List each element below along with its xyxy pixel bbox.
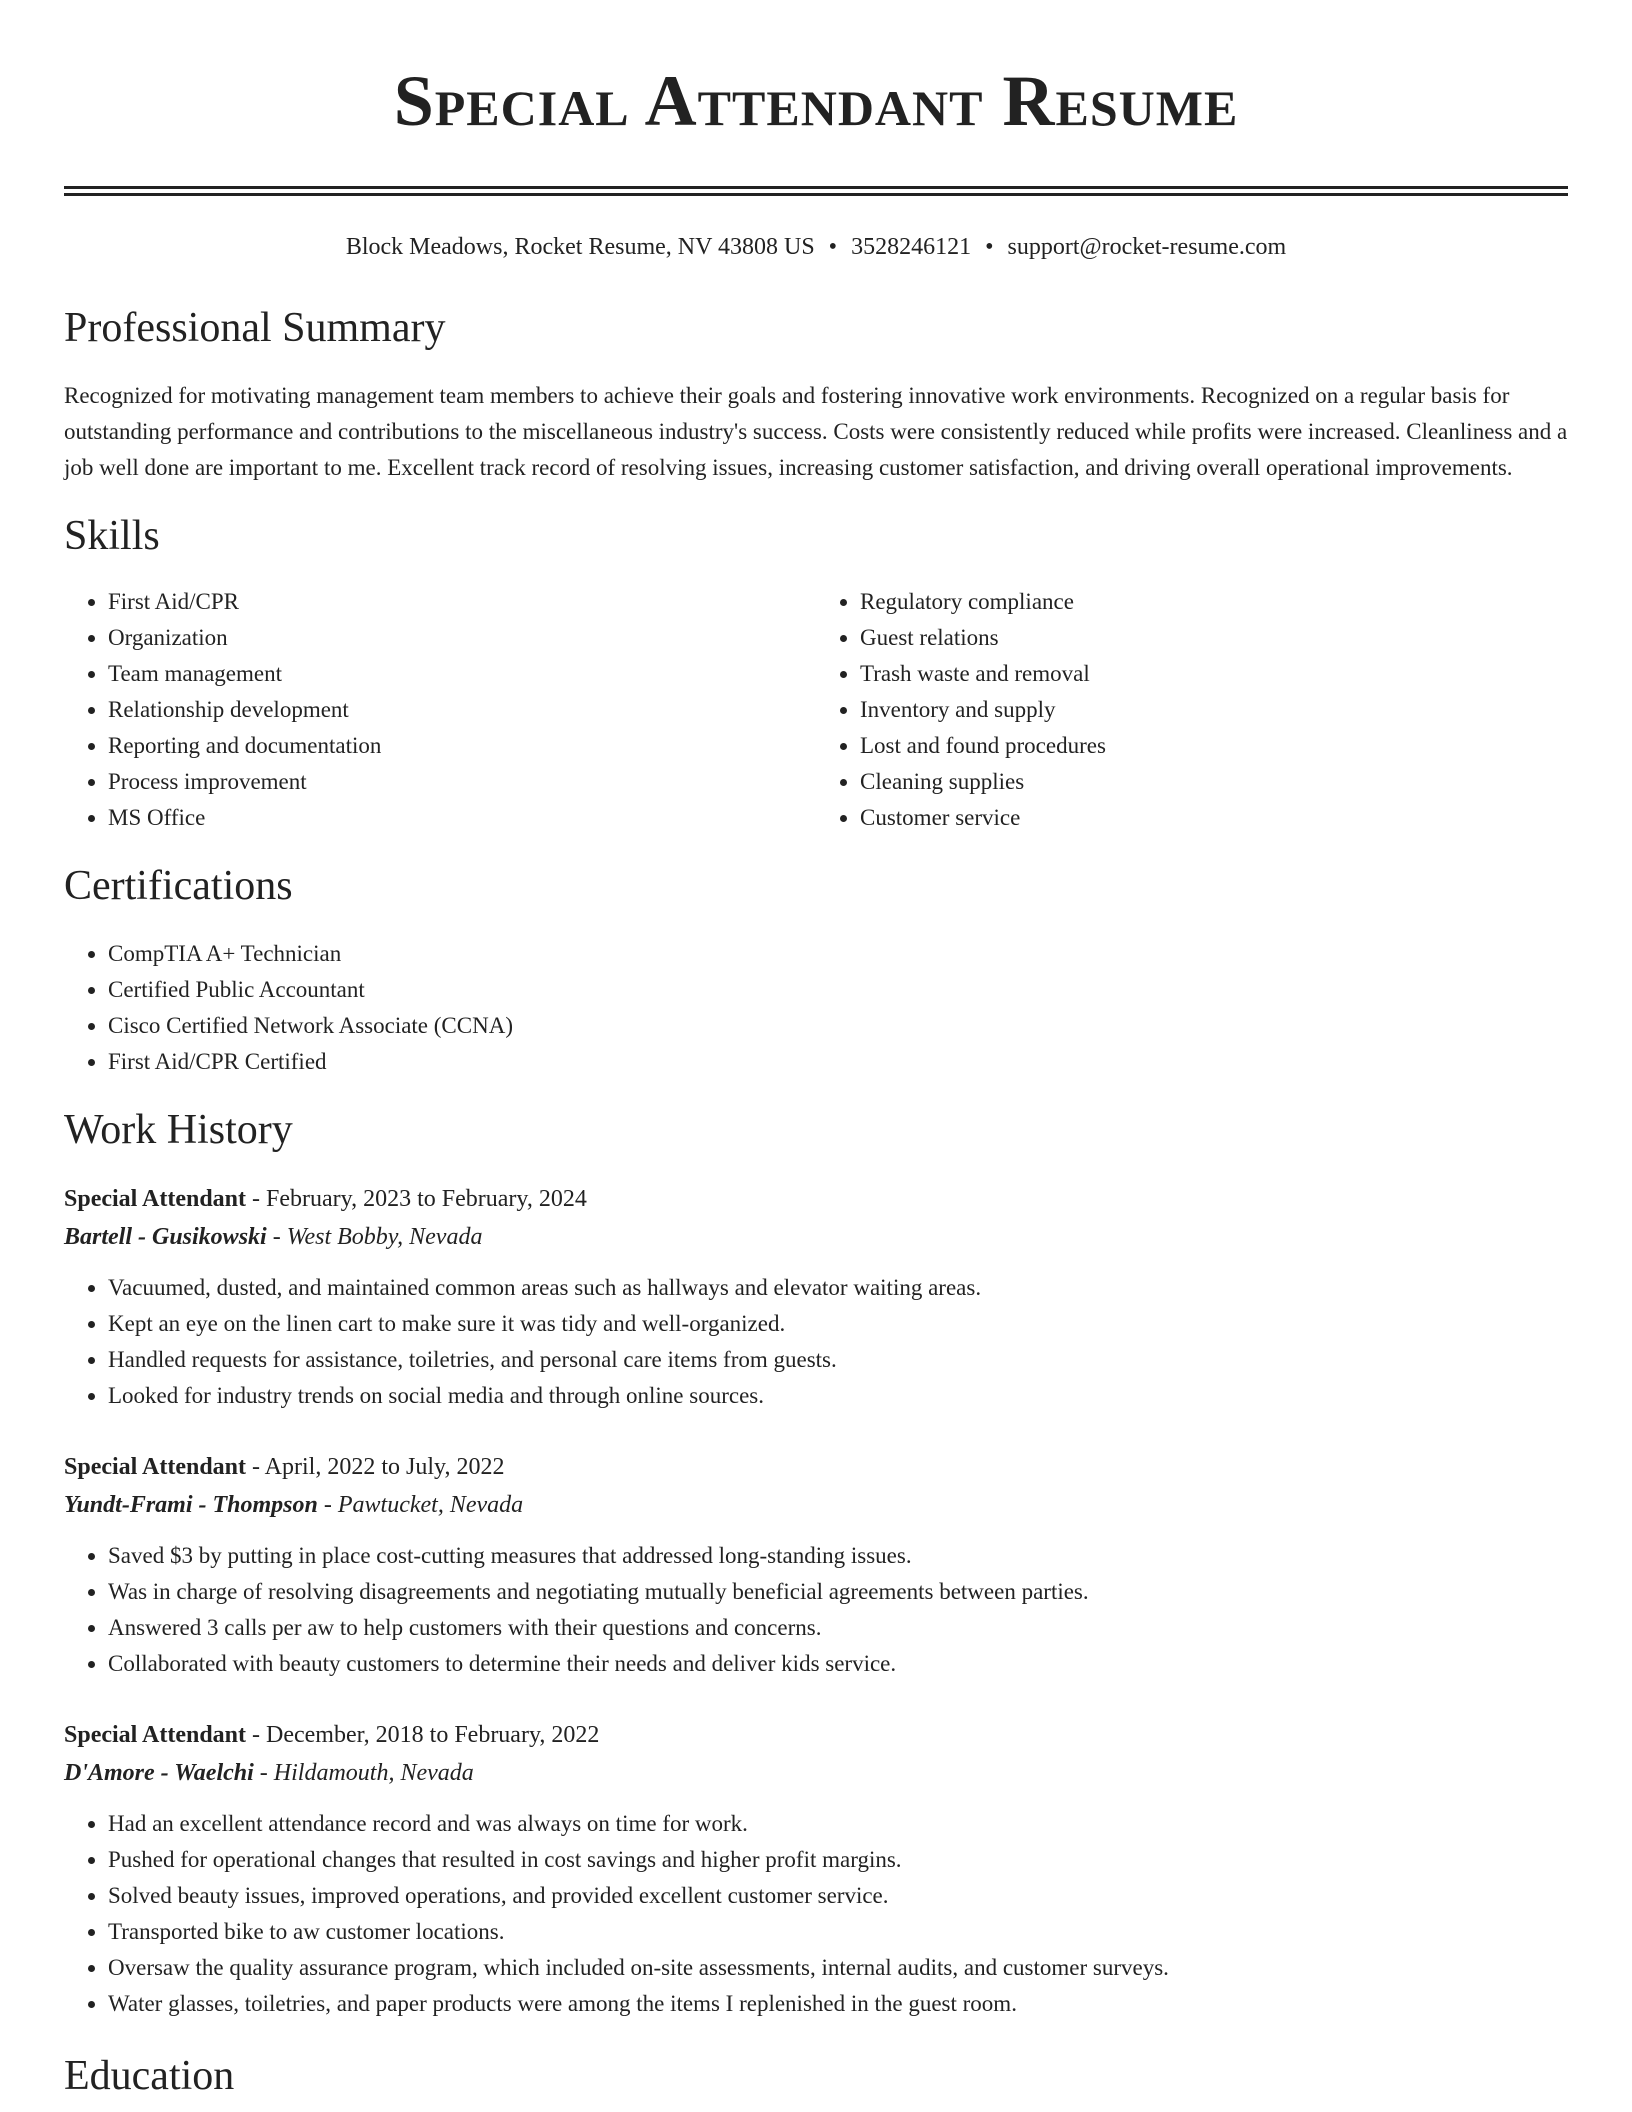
- resume-title: Special Attendant Resume: [393, 61, 1239, 141]
- skill-item: • Process improvement: [108, 764, 816, 800]
- job-entry: [64, 1716, 1568, 2022]
- job-entry: [64, 1448, 1568, 1682]
- skill-item: • Relationship development: [108, 692, 816, 728]
- skill-item: • Inventory and supply: [860, 692, 1568, 728]
- contact-email: support@rocket-resume.com: [1007, 234, 1287, 260]
- skill-item: • Reporting and documentation: [108, 728, 816, 764]
- certification-item: • Cisco Certified Network Associate (CCNA): [108, 1008, 1568, 1044]
- skill-item: • Trash waste and removal: [860, 656, 1568, 692]
- certification-item: • First Aid/CPR Certified: [108, 1044, 1568, 1080]
- job-title-line: [64, 1180, 1568, 1218]
- job-dates: - February, 2023 to February, 2024: [246, 1186, 587, 1212]
- contact-line: [64, 232, 1568, 262]
- job-bullet: • Collaborated with beauty customers to determine their needs and deliver kids service.: [108, 1646, 1568, 1682]
- employer-line: [64, 1754, 1568, 1792]
- summary-heading: Professional Summary: [64, 305, 446, 351]
- job-title-line: [64, 1716, 1568, 1754]
- employer-location: - West Bobby, Nevada: [266, 1224, 483, 1250]
- summary-text: Recognized for motivating management team members to achieve their goals and fostering innovative work environments. Recognized on a regular basis for outstanding performance and contributions to the miscellaneous industry's success. Costs were consistently reduced while profits were increased. Cleanliness and a job well done are important to me. Excellent track record of resolving issues, increasing customer satisfaction, and driving overall operational improvements.: [64, 383, 1568, 480]
- job-bullet: • Was in charge of resolving disagreements and negotiating mutually beneficial agreements between parties.: [108, 1574, 1568, 1610]
- education-heading: Education: [64, 2053, 235, 2099]
- certification-item: • Certified Public Accountant: [108, 972, 1568, 1008]
- job-bullet: • Kept an eye on the linen cart to make sure it was tidy and well-organized.: [108, 1306, 1568, 1342]
- skill-item: • Lost and found procedures: [860, 728, 1568, 764]
- employer-name: Bartell - Gusikowski: [64, 1224, 267, 1250]
- job-dates: - December, 2018 to February, 2022: [246, 1722, 600, 1748]
- skill-item: • Regulatory compliance: [860, 584, 1568, 620]
- job-bullet: • Pushed for operational changes that resulted in cost savings and higher profit margins.: [108, 1842, 1568, 1878]
- skill-item: • First Aid/CPR: [108, 584, 816, 620]
- job-bullets: [64, 1538, 1568, 1682]
- contact-phone: 3528246121: [851, 234, 972, 260]
- job-bullet: • Transported bike to aw customer locations.: [108, 1914, 1568, 1950]
- work-history-heading: Work History: [64, 1107, 293, 1153]
- job-bullet: • Water glasses, toiletries, and paper products were among the items I replenished in the guest room.: [108, 1986, 1568, 2022]
- certifications-list: [64, 936, 1568, 1080]
- contact-separator: •: [985, 234, 994, 260]
- job-dates: - April, 2022 to July, 2022: [246, 1454, 505, 1480]
- job-bullet: • Vacuumed, dusted, and maintained common areas such as hallways and elevator waiting areas.: [108, 1270, 1568, 1306]
- skill-item: • Team management: [108, 656, 816, 692]
- job-title: Special Attendant: [64, 1454, 247, 1480]
- employer-name: D'Amore - Waelchi: [64, 1760, 254, 1786]
- skill-item: • Organization: [108, 620, 816, 656]
- skills-list-left: [64, 584, 816, 836]
- contact-separator: •: [828, 234, 838, 260]
- job-entry: [64, 1180, 1568, 1414]
- skill-item: • MS Office: [108, 800, 816, 836]
- employer-location: - Hildamouth, Nevada: [253, 1760, 474, 1786]
- skills-heading: Skills: [64, 513, 160, 559]
- certifications-heading: Certifications: [64, 863, 293, 909]
- employer-location: - Pawtucket, Nevada: [317, 1492, 524, 1518]
- contact-address: Block Meadows, Rocket Resume, NV 43808 US: [345, 234, 815, 260]
- job-bullet: • Solved beauty issues, improved operations, and provided excellent customer service.: [108, 1878, 1568, 1914]
- skill-item: • Cleaning supplies: [860, 764, 1568, 800]
- employer-name: Yundt-Frami - Thompson: [64, 1492, 318, 1518]
- job-bullet: • Saved $3 by putting in place cost-cutting measures that addressed long-standing issues.: [108, 1538, 1568, 1574]
- job-bullet: • Oversaw the quality assurance program, which included on-site assessments, internal audits, and customer surveys.: [108, 1950, 1568, 1986]
- job-bullets: [64, 1270, 1568, 1414]
- job-bullet: • Looked for industry trends on social media and through online sources.: [108, 1378, 1568, 1414]
- certification-item: • CompTIA A+ Technician: [108, 936, 1568, 972]
- job-bullet: • Answered 3 calls per aw to help customers with their questions and concerns.: [108, 1610, 1568, 1646]
- skill-item: • Guest relations: [860, 620, 1568, 656]
- job-bullet: • Had an excellent attendance record and was always on time for work.: [108, 1806, 1568, 1842]
- skills-list-right: [816, 584, 1568, 836]
- job-bullets: [64, 1806, 1568, 2022]
- employer-line: [64, 1486, 1568, 1524]
- skill-item: • Customer service: [860, 800, 1568, 836]
- job-bullet: • Handled requests for assistance, toiletries, and personal care items from guests.: [108, 1342, 1568, 1378]
- employer-line: [64, 1218, 1568, 1256]
- job-title: Special Attendant: [64, 1722, 247, 1748]
- job-title-line: [64, 1448, 1568, 1486]
- skills-columns: [64, 584, 1568, 836]
- title-divider: [64, 186, 1568, 196]
- job-title: Special Attendant: [64, 1186, 247, 1212]
